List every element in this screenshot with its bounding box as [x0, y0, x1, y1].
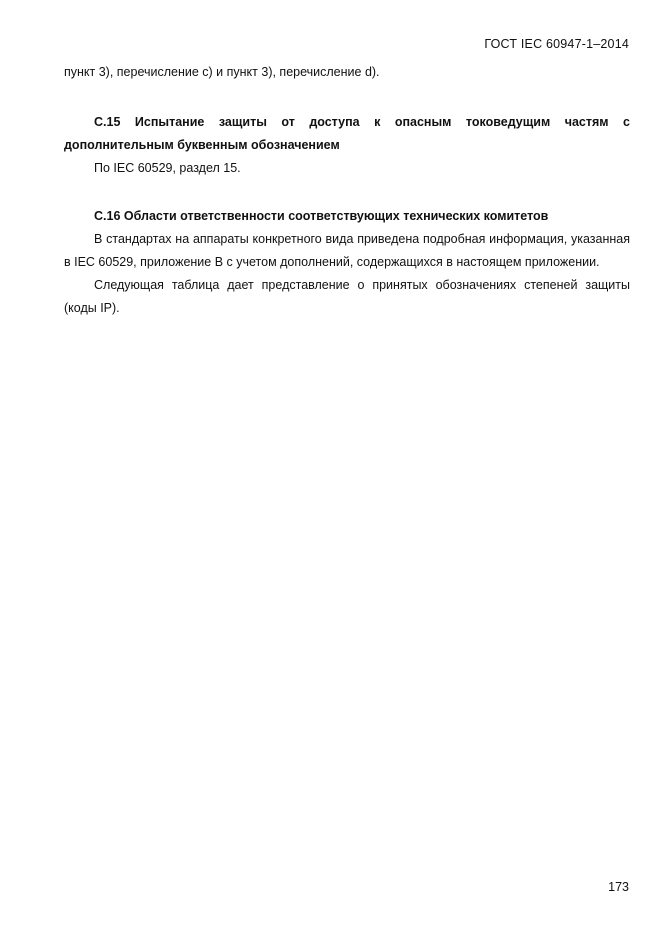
continuation-text: пункт 3), перечисление c) и пункт 3), перечисление d). — [64, 65, 380, 79]
section-c15-text: По IEC 60529, раздел 15. — [94, 161, 241, 175]
page-number: 173 — [608, 880, 629, 894]
section-c16-heading: С.16 Области ответственности соответствующих технических комитетов — [94, 209, 549, 223]
section-c15-heading: С.15 Испытание защиты от доступа к опасным токоведущим частям с дополнительным буквенным обозначением — [64, 115, 630, 152]
standard-designation: ГОСТ IEC 60947-1–2014 — [484, 37, 629, 51]
section-c16-paragraph-1: В стандартах на аппараты конкретного вида приведена подробная информация, указанная в IEC 60529, приложение В с учетом дополнений, содержащихся в настоящем приложении. — [64, 232, 630, 269]
page-body — [64, 61, 630, 320]
section-c16-paragraph-2: Следующая таблица дает представление о принятых обозначениях степеней защиты (коды IP). — [64, 278, 630, 315]
